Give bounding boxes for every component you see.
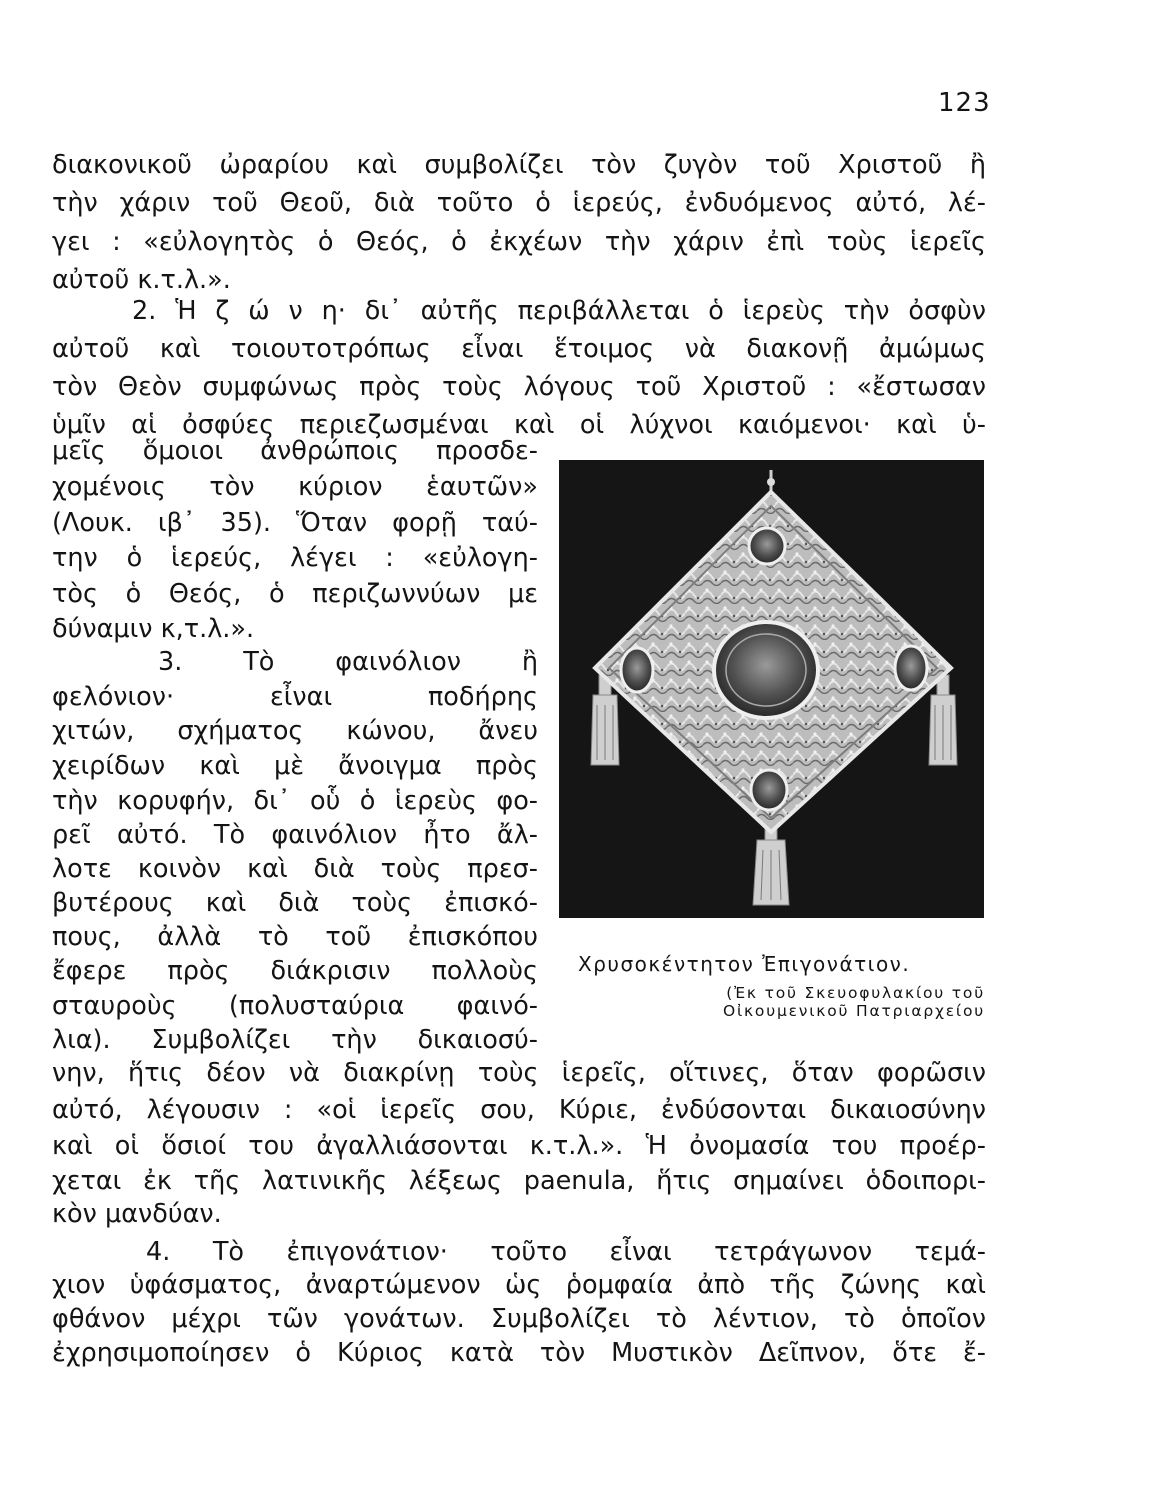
epigonation-photo bbox=[559, 460, 984, 918]
text-line: μεῖς ὅμοιοι ἀνθρώποις προσδε- bbox=[52, 436, 538, 466]
text-line: γει : «εὐλογητὸς ὁ Θεός, ὁ ἐκχέων τὴν χάριν ἐπὶ τοὺς ἱερεῖς bbox=[52, 227, 986, 257]
figure-caption: Χρυσοκέντητον Ἐπιγονάτιον. bbox=[578, 952, 911, 976]
text-line: χιον ὑφάσματος, ἀναρτώμενον ὡς ῥομφαία ἀπὸ τῆς ζώνης καὶ bbox=[52, 1270, 986, 1300]
text-line: φθάνον μέχρι τῶν γονάτων. Συμβολίζει τὸ λέντιον, τὸ ὁποῖον bbox=[52, 1304, 986, 1334]
figure-source-line: (Ἐκ τοῦ Σκευοφυλακίου τοῦ bbox=[726, 984, 985, 1002]
text-line: ὑμῖν αἱ ὀσφύες περιεζωσμέναι καὶ οἱ λύχνοι καιόμενοι· καὶ ὑ- bbox=[52, 410, 986, 440]
text-line: χειρίδων καὶ μὲ ἄνοιγμα πρὸς bbox=[52, 751, 538, 781]
text-line: νην, ἥτις δέον νὰ διακρίνῃ τοὺς ἱερεῖς, οἵτινες, ὅταν φορῶσιν bbox=[52, 1058, 986, 1088]
text-line: αὐτοῦ κ.τ.λ.». bbox=[52, 265, 231, 295]
text-line: (Λουκ. ιβ᾽ 35). Ὅταν φορῇ ταύ- bbox=[52, 508, 538, 538]
text-line: αὐτοῦ καὶ τοιουτοτρόπως εἶναι ἕτοιμος νὰ διακονῇ ἀμώμως bbox=[52, 334, 986, 364]
figure-source-line: Οἰκουμενικοῦ Πατριαρχείου bbox=[722, 1002, 985, 1020]
text-line: την ὁ ἱερεύς, λέγει : «εὐλογη- bbox=[52, 543, 538, 573]
paragraph-3-start: 3. Τὸ φαινόλιον ἢ bbox=[158, 647, 538, 677]
paragraph-2-start: 2. Ἡ ζ ώ ν η· δι᾽ αὐτῆς περιβάλλεται ὁ ἱερεὺς τὴν ὀσφὺν bbox=[132, 296, 986, 326]
text-line: ρεῖ αὐτό. Τὸ φαινόλιον ἦτο ἄλ- bbox=[52, 820, 538, 850]
text-line: καὶ οἱ ὅσιοί του ἀγαλλιάσονται κ.τ.λ.». Ἡ ὀνομασία του προέρ- bbox=[52, 1131, 986, 1161]
text-line: κὸν μανδύαν. bbox=[52, 1199, 222, 1229]
text-line: τὸς ὁ Θεός, ὁ περιζωννύων με bbox=[52, 579, 538, 609]
text-line: λια). Συμβολίζει τὴν δικαιοσύ- bbox=[52, 1025, 538, 1055]
text-line: χεται ἐκ τῆς λατινικῆς λέξεως paenula, ἥτις σημαίνει ὁδοιπορι- bbox=[52, 1166, 986, 1196]
text-line: σταυροὺς (πολυσταύρια φαινό- bbox=[52, 991, 538, 1021]
page-number: 123 bbox=[938, 88, 991, 118]
text-line: τὴν κορυφήν, δι᾽ οὗ ὁ ἱερεὺς φο- bbox=[52, 786, 538, 816]
paragraph-4-start: 4. Τὸ ἐπιγονάτιον· τοῦτο εἶναι τετράγωνον τεμά- bbox=[146, 1237, 986, 1267]
text-line: δύναμιν κ,τ.λ.». bbox=[52, 614, 255, 644]
text-line: φελόνιον· εἶναι ποδήρης bbox=[52, 682, 538, 712]
text-line: ἐχρησιμοποίησεν ὁ Κύριος κατὰ τὸν Μυστικὸν Δεῖπνον, ὅτε ἔ- bbox=[52, 1338, 986, 1368]
text-line: αὐτό, λέγουσιν : «οἱ ἱερεῖς σου, Κύριε, ἐνδύσονται δικαιοσύνην bbox=[52, 1095, 986, 1125]
text-line: διακονικοῦ ὠραρίου καὶ συμβολίζει τὸν ζυγὸν τοῦ Χριστοῦ ἢ bbox=[52, 150, 986, 180]
text-line: τὸν Θεὸν συμφώνως πρὸς τοὺς λόγους τοῦ Χριστοῦ : «ἔστωσαν bbox=[52, 372, 986, 402]
text-line: χομένοις τὸν κύριον ἑαυτῶν» bbox=[52, 472, 538, 502]
text-line: πους, ἀλλὰ τὸ τοῦ ἐπισκόπου bbox=[52, 922, 538, 952]
text-line: τὴν χάριν τοῦ Θεοῦ, διὰ τοῦτο ὁ ἱερεύς, ἐνδυόμενος αὐτό, λέ- bbox=[52, 188, 986, 218]
text-line: βυτέρους καὶ διὰ τοὺς ἐπισκό- bbox=[52, 888, 538, 918]
text-line: λοτε κοινὸν καὶ διὰ τοὺς πρεσ- bbox=[52, 854, 538, 884]
text-line: χιτών, σχήματος κώνου, ἄνευ bbox=[52, 716, 538, 746]
text-line: ἔφερε πρὸς διάκρισιν πολλοὺς bbox=[52, 956, 538, 986]
